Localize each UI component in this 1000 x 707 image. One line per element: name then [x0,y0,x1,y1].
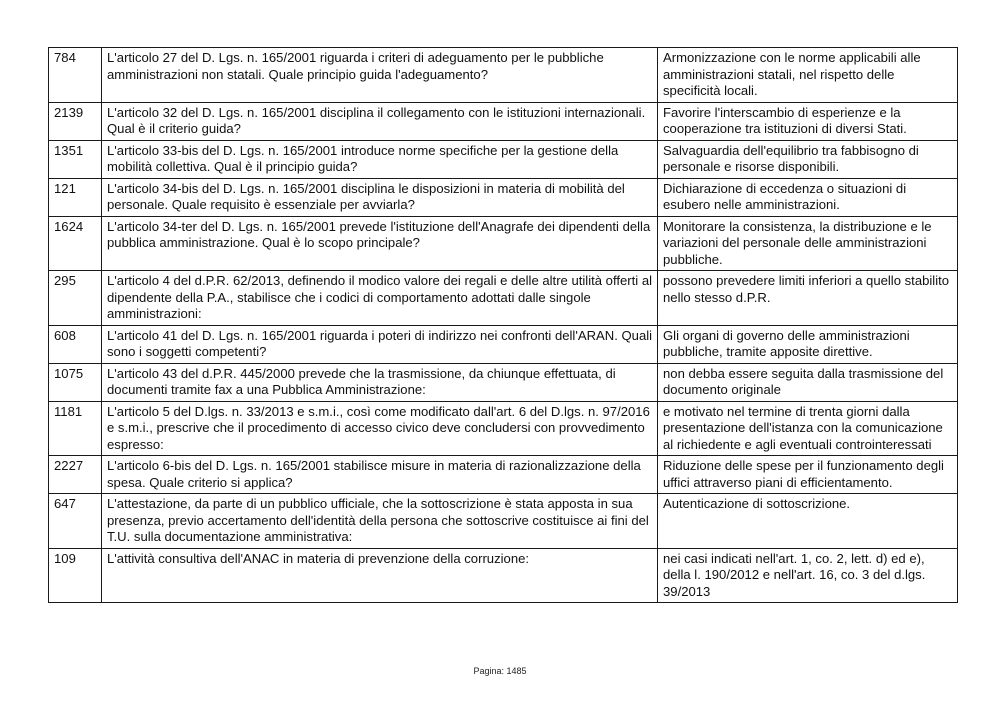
table-row [49,271,958,326]
question-id: 1624 [49,216,102,271]
question-text: L'articolo 4 del d.P.R. 62/2013, definendo il modico valore dei regali e delle altre utilità offerti al dipendente della P.A., stabilisce che i codici di comportamento adottati dalle singole amministrazioni: [102,271,658,326]
answer-text: Armonizzazione con le norme applicabili alle amministrazioni statali, nel rispetto delle specificità locali. [658,48,958,103]
question-id: 2227 [49,456,102,494]
table-row [49,494,958,549]
answer-text: e motivato nel termine di trenta giorni dalla presentazione dell'istanza con la comunicazione al richiedente e agli eventuali controinteressati [658,401,958,456]
table-row [49,48,958,103]
table-row [49,140,958,178]
answer-text: Gli organi di governo delle amministrazioni pubbliche, tramite apposite direttive. [658,325,958,363]
question-id: 121 [49,178,102,216]
question-id: 784 [49,48,102,103]
question-text: L'articolo 34-ter del D. Lgs. n. 165/2001 prevede l'istituzione dell'Anagrafe dei dipendenti della pubblica amministrazione. Qual è lo scopo principale? [102,216,658,271]
question-text: L'articolo 5 del D.lgs. n. 33/2013 e s.m.i., così come modificato dall'art. 6 del D.lgs. n. 97/2016 e s.m.i., prescrive che il procedimento di accesso civico deve concludersi con provvedimento espresso: [102,401,658,456]
page-number: Pagina: 1485 [473,666,527,676]
question-text: L'articolo 32 del D. Lgs. n. 165/2001 disciplina il collegamento con le istituzioni internazionali. Qual è il criterio guida? [102,102,658,140]
answer-text: possono prevedere limiti inferiori a quello stabilito nello stesso d.P.R. [658,271,958,326]
questions-table [48,47,958,603]
question-id: 1351 [49,140,102,178]
question-text: L'articolo 6-bis del D. Lgs. n. 165/2001 stabilisce misure in materia di razionalizzazione della spesa. Quale criterio si applica? [102,456,658,494]
questions-table-body [49,48,958,603]
table-row [49,102,958,140]
question-text: L'attività consultiva dell'ANAC in materia di prevenzione della corruzione: [102,548,658,603]
table-row [49,401,958,456]
question-text: L'articolo 34-bis del D. Lgs. n. 165/2001 disciplina le disposizioni in materia di mobilità del personale. Quale requisito è essenziale per avviarla? [102,178,658,216]
question-id: 295 [49,271,102,326]
question-text: L'articolo 33-bis del D. Lgs. n. 165/2001 introduce norme specifiche per la gestione della mobilità collettiva. Qual è il principio guida? [102,140,658,178]
answer-text: Autenticazione di sottoscrizione. [658,494,958,549]
question-id: 608 [49,325,102,363]
answer-text: Riduzione delle spese per il funzionamento degli uffici attraverso piani di efficientamento. [658,456,958,494]
question-text: L'articolo 27 del D. Lgs. n. 165/2001 riguarda i criteri di adeguamento per le pubbliche amministrazioni non statali. Quale principio guida l'adeguamento? [102,48,658,103]
table-row [49,216,958,271]
question-text: L'articolo 43 del d.P.R. 445/2000 prevede che la trasmissione, da chiunque effettuata, di documenti tramite fax a una Pubblica Amministrazione: [102,363,658,401]
table-row [49,548,958,603]
table-row [49,325,958,363]
answer-text: Favorire l'interscambio di esperienze e la cooperazione tra istituzioni di diversi Stati. [658,102,958,140]
question-id: 1181 [49,401,102,456]
table-row [49,178,958,216]
question-id: 647 [49,494,102,549]
answer-text: non debba essere seguita dalla trasmissione del documento originale [658,363,958,401]
answer-text: Salvaguardia dell'equilibrio tra fabbisogno di personale e risorse disponibili. [658,140,958,178]
table-row [49,363,958,401]
question-text: L'attestazione, da parte di un pubblico ufficiale, che la sottoscrizione è stata apposta in sua presenza, previo accertamento dell'identità della persona che sottoscrive costituisce ai fini del T.U. sulla documentazione amministrativa: [102,494,658,549]
table-row [49,456,958,494]
answer-text: Monitorare la consistenza, la distribuzione e le variazioni del personale delle amministrazioni pubbliche. [658,216,958,271]
question-id: 109 [49,548,102,603]
question-id: 2139 [49,102,102,140]
answer-text: nei casi indicati nell'art. 1, co. 2, lett. d) ed e), della l. 190/2012 e nell'art. 16, co. 3 del d.lgs. 39/2013 [658,548,958,603]
question-text: L'articolo 41 del D. Lgs. n. 165/2001 riguarda i poteri di indirizzo nei confronti dell'ARAN. Quali sono i soggetti competenti? [102,325,658,363]
question-id: 1075 [49,363,102,401]
answer-text: Dichiarazione di eccedenza o situazioni di esubero nelle amministrazioni. [658,178,958,216]
